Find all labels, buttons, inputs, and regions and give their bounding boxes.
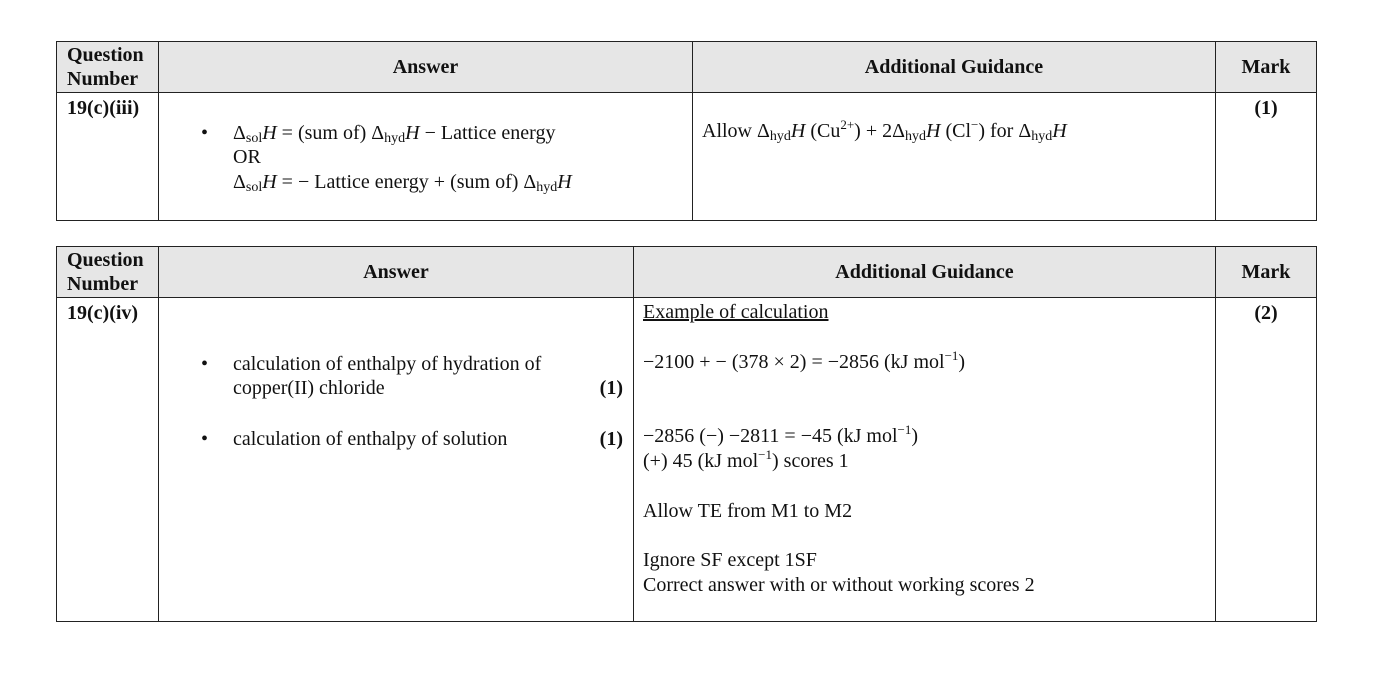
question-number: 19(c)(iii)	[57, 93, 159, 221]
answer-header: Answer	[159, 42, 693, 93]
guidance-calc-2: −2856 (−) −2811 = −45 (kJ mol$^{-1}$)	[643, 422, 919, 447]
mark-header: Mark	[1216, 42, 1317, 93]
answer-bullet-2-mark: (1)	[599, 428, 623, 450]
guidance-header: Additional Guidance	[634, 247, 1216, 298]
guidance-sf-1: Ignore SF except 1SF	[643, 549, 817, 571]
answer-header: Answer	[159, 247, 634, 298]
mark-scheme-table-19civ	[56, 246, 1317, 622]
mark-header: Mark	[1216, 247, 1317, 298]
guidance-calc-3: (+) 45 (kJ mol$^{-1}$) scores 1	[643, 447, 849, 472]
answer-bullet-2-line-1: calculation of enthalpy of solution	[233, 428, 508, 450]
answer-row	[57, 298, 1317, 622]
guidance-sf-2: Correct answer with or without working scores 2	[643, 574, 1035, 596]
answer-row	[57, 93, 1317, 221]
guidance-te: Allow TE from M1 to M2	[643, 500, 853, 522]
answer-line-3: ΔsolH = − Lattice energy + (sum of) ΔhydH	[233, 171, 572, 195]
guidance-cell	[634, 298, 1216, 622]
answer-cell	[159, 93, 693, 221]
guidance-header: Additional Guidance	[693, 42, 1216, 93]
mark-value: (2)	[1216, 298, 1317, 622]
answer-line-1: ΔsolH = (sum of) ΔhydH − Lattice energy	[233, 122, 556, 146]
answer-bullet-1-mark: (1)	[599, 377, 623, 399]
header-row	[57, 42, 1317, 93]
bullet: •	[201, 353, 209, 375]
guidance-line: Allow ΔhydH $(Cu^{2+})$ + 2ΔhydH (Cl−) for ΔhydH	[702, 117, 1067, 144]
bullet: •	[201, 428, 209, 450]
guidance-calc-1: −2100 + − (378 × 2) = −2856 (kJ mol$^{-1}$)	[643, 348, 966, 373]
bullet: •	[201, 122, 209, 144]
answer-bullet-1-line-2: copper(II) chloride	[233, 377, 385, 399]
guidance-cell	[693, 93, 1216, 221]
answer-bullet-1-line-1: calculation of enthalpy of hydration of	[233, 353, 542, 375]
question-number: 19(c)(iv)	[57, 298, 159, 622]
mark-value: (1)	[1216, 93, 1317, 221]
answer-cell	[159, 298, 634, 622]
mark-scheme-table-19ciii	[56, 41, 1317, 221]
header-row	[57, 247, 1317, 298]
question-number-header: Question Number	[57, 42, 159, 93]
guidance-example-heading: Example of calculation	[643, 301, 829, 323]
answer-or: OR	[233, 146, 261, 168]
question-number-header: Question Number	[57, 247, 159, 298]
